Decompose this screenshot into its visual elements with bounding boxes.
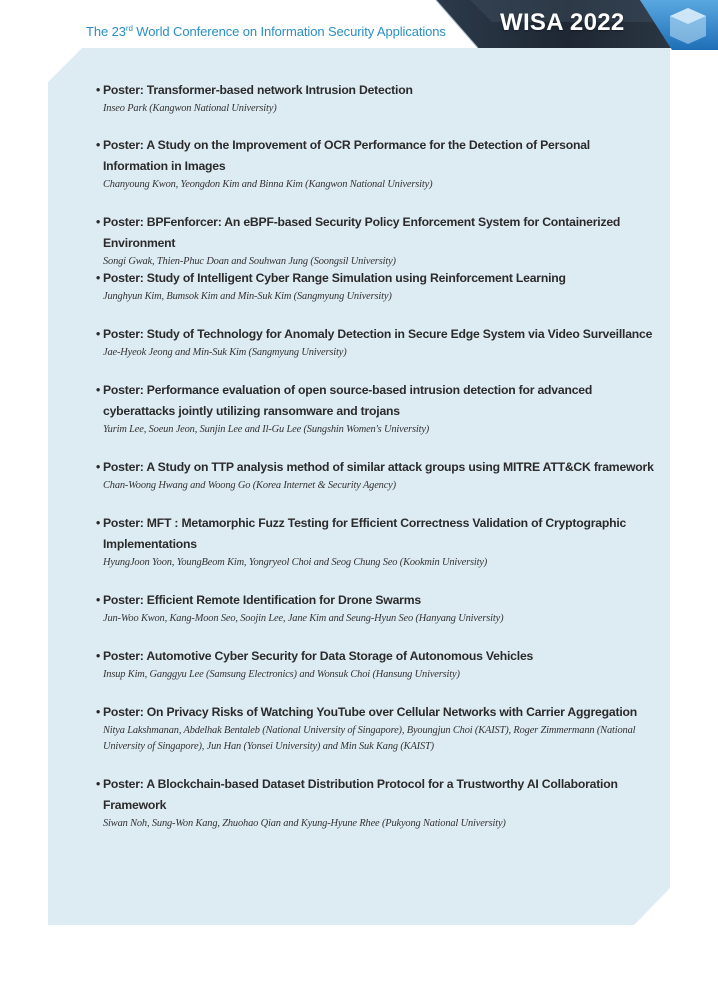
entry-title: • Poster: A Blockchain-based Dataset Distribution Protocol for a Trustworthy AI Collaboration Framework [96, 777, 618, 812]
list-item [96, 646, 533, 683]
entry-authors: Jae-Hyeok Jeong and Min-Suk Kim (Sangmyung University) [103, 347, 347, 358]
list-item [96, 324, 652, 361]
wisa-logo: WISA 2022 [500, 9, 625, 36]
entry-authors: Insup Kim, Ganggyu Lee (Samsung Electronics) and Wonsuk Choi (Hansung University) [103, 669, 460, 680]
entry-title: • Poster: A Study on TTP analysis method of similar attack groups using MITRE ATT&CK framework [96, 460, 654, 474]
entry-authors: Chan-Woong Hwang and Woong Go (Korea Internet & Security Agency) [103, 480, 396, 491]
entry-title: • Poster: Study of Technology for Anomaly Detection in Secure Edge System via Video Surveillance [96, 327, 653, 341]
entry-authors: Songi Gwak, Thien-Phuc Doan and Souhwan Jung (Soongsil University) [103, 256, 396, 267]
list-item [96, 80, 413, 117]
entry-authors: Yurim Lee, Soeun Jeon, Sunjin Lee and Il-Gu Lee (Sungshin Women's University) [103, 424, 430, 435]
entry-title: • Poster: Study of Intelligent Cyber Range Simulation using Reinforcement Learning [96, 271, 566, 285]
conference-title: The 23rd World Conference on Information Security Applications [86, 24, 446, 39]
list-item [96, 212, 656, 270]
entry-title: • Poster: MFT : Metamorphic Fuzz Testing for Efficient Correctness Validation of Cryptographic Implementations [96, 516, 627, 551]
entry-authors: Inseo Park (Kangwon National University) [103, 103, 277, 114]
entry-title: • Poster: Transformer-based network Intrusion Detection [96, 83, 413, 97]
list-item [96, 380, 656, 438]
entry-authors: Nitya Lakshmanan, Abdelhak Bentaleb (National University of Singapore), Byoungjun Choi (KAIST), Roger Zimmermann (National University of Singapore), Jun Han (Yonsei University) and Min Suk Kang (KAIST) [103, 725, 636, 752]
list-item [96, 513, 656, 571]
entry-authors: Siwan Noh, Sung-Won Kang, Zhuohao Qian and Kyung-Hyune Rhee (Pukyong National University) [103, 818, 506, 829]
list-item [96, 590, 503, 627]
entry-title: • Poster: On Privacy Risks of Watching YouTube over Cellular Networks with Carrier Aggregation [96, 705, 637, 719]
entry-authors: Chanyoung Kwon, Yeongdon Kim and Binna Kim (Kangwon National University) [103, 179, 433, 190]
entry-title: • Poster: Automotive Cyber Security for Data Storage of Autonomous Vehicles [96, 649, 534, 663]
list-item [96, 702, 656, 755]
entry-title: • Poster: Efficient Remote Identification for Drone Swarms [96, 593, 421, 607]
entry-title: • Poster: BPFenforcer: An eBPF-based Security Policy Enforcement System for Containerized Environment [96, 215, 621, 250]
entry-title: • Poster: Performance evaluation of open source-based intrusion detection for advanced cyberattacks jointly utilizing ransomware and trojans [96, 383, 593, 418]
entry-title: • Poster: A Study on the Improvement of OCR Performance for the Detection of Personal Information in Images [96, 138, 590, 173]
entry-authors: Junghyun Kim, Bumsok Kim and Min-Suk Kim (Sangmyung University) [103, 291, 392, 302]
entry-authors: HyungJoon Yoon, YoungBeom Kim, Yongryeol Choi and Seog Chung Seo (Kookmin University) [103, 557, 488, 568]
entry-authors: Jun-Woo Kwon, Kang-Moon Seo, Soojin Lee, Jane Kim and Seung-Hyun Seo (Hanyang University) [103, 613, 504, 624]
list-item [96, 457, 654, 494]
list-item [96, 135, 656, 193]
list-item [96, 268, 566, 305]
list-item [96, 774, 656, 832]
